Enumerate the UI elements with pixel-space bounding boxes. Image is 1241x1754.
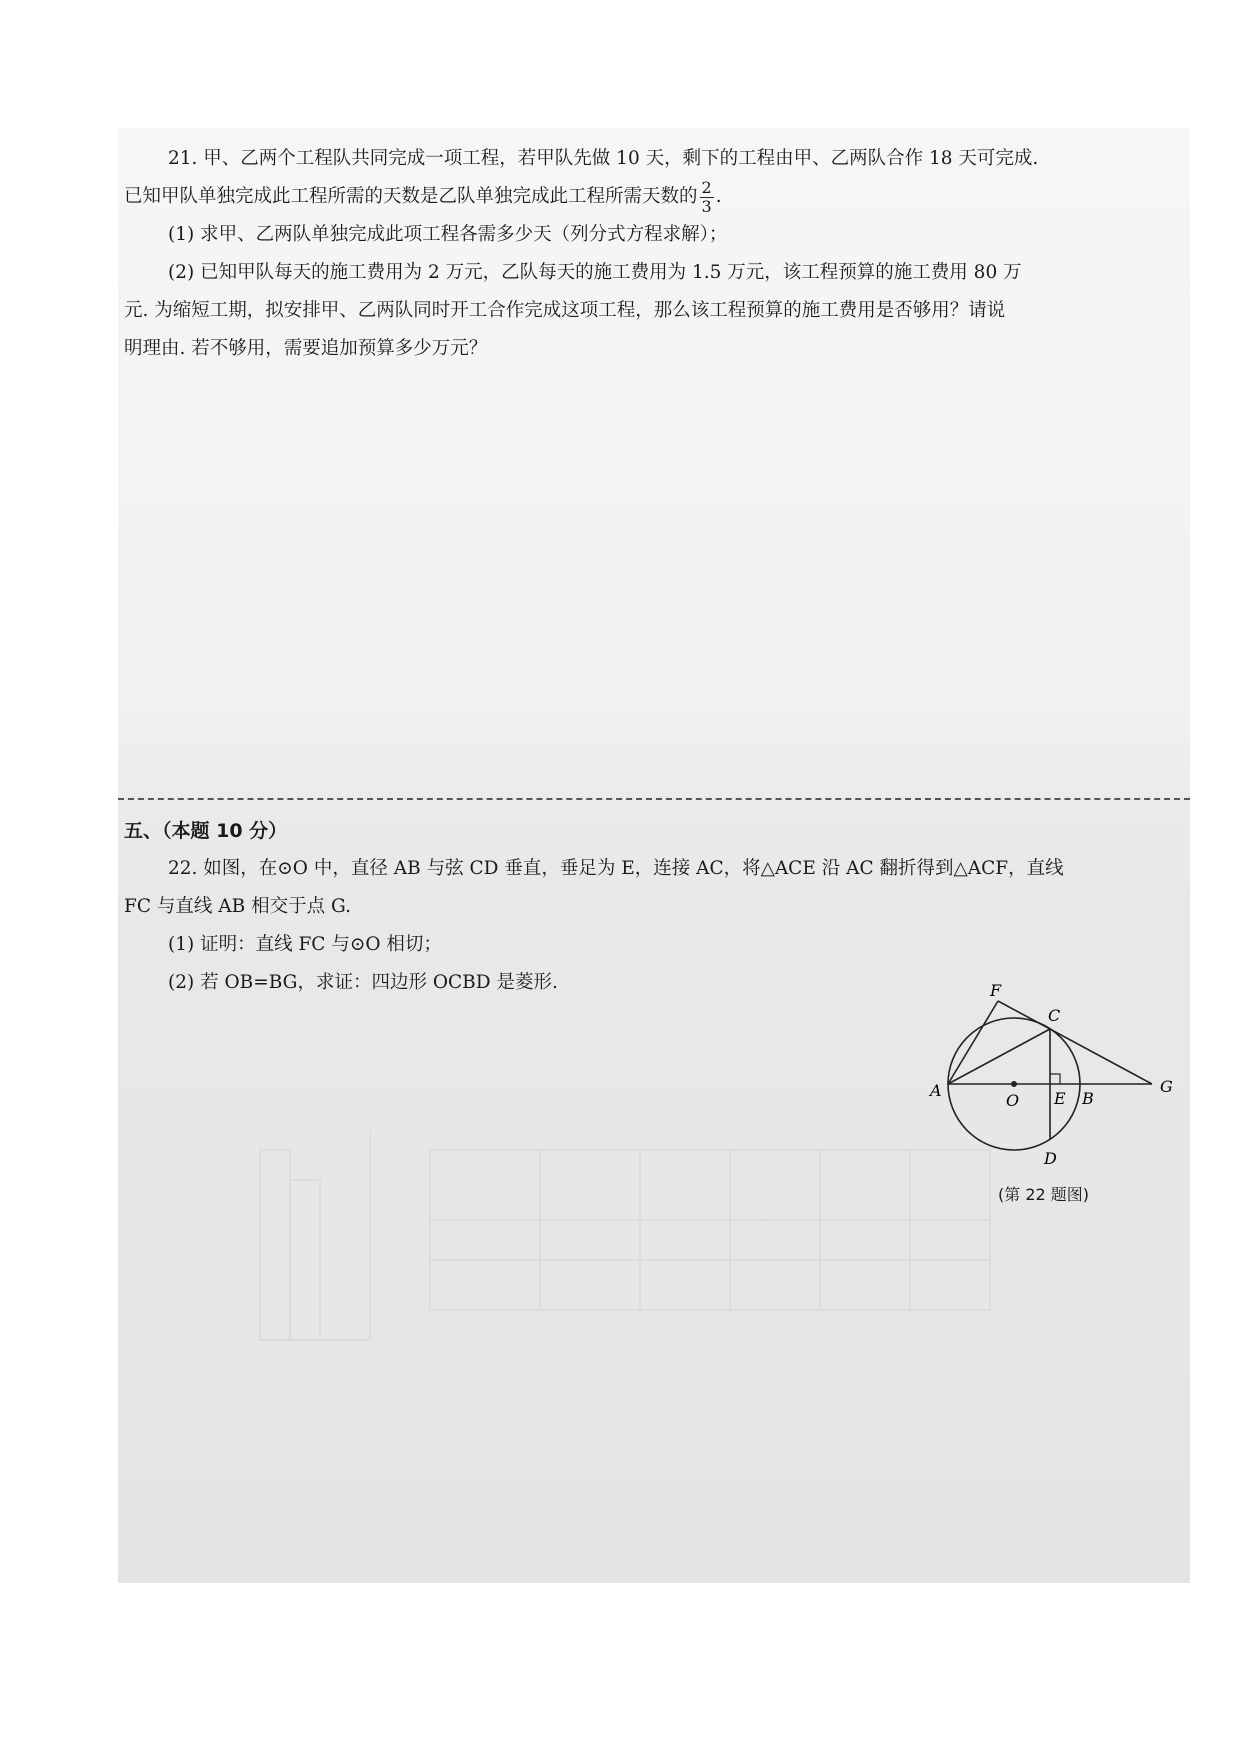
q21-part2-line3: 明理由. 若不够用，需要追加预算多少万元？ xyxy=(124,338,488,359)
segment-ac xyxy=(948,1029,1050,1084)
fraction-numerator: 2 xyxy=(701,177,712,197)
figure-caption: (第 22 题图) xyxy=(998,1185,1090,1204)
q21-stem-line2-text: 已知甲队单独完成此工程所需的天数是乙队单独完成此工程所需天数的 xyxy=(124,186,698,207)
q21-part1: (1) 求甲、乙两队单独完成此项工程各需多少天（列分式方程求解）； xyxy=(168,224,728,245)
right-angle-mark xyxy=(1050,1074,1060,1084)
label-o: O xyxy=(1006,1091,1020,1110)
fraction-two-thirds xyxy=(700,179,714,216)
label-b: B xyxy=(1082,1089,1094,1108)
q22-part1: (1) 证明：直线 FC 与⊙O 相切； xyxy=(168,934,442,955)
q21-stem-end: . xyxy=(715,186,722,207)
q22-part2: (2) 若 OB=BG，求证：四边形 OCBD 是菱形. xyxy=(168,972,558,993)
label-c: C xyxy=(1048,1006,1061,1025)
label-d: D xyxy=(1044,1149,1057,1168)
center-dot xyxy=(1011,1081,1017,1087)
q21-part2-line2: 元. 为缩短工期，拟安排甲、乙两队同时开工合作完成这项工程，那么该工程预算的施工费用是否够用？请说 xyxy=(124,300,1006,321)
q21-part2-line1: (2) 已知甲队每天的施工费用为 2 万元，乙队每天的施工费用为 1.5 万元，该工程预算的施工费用 80 万 xyxy=(168,262,1022,283)
dashed-divider xyxy=(118,798,1190,800)
section-title: 五、（本题 10 分） xyxy=(124,820,288,842)
fraction-denominator: 3 xyxy=(701,196,712,216)
label-g: G xyxy=(1160,1077,1173,1096)
tangent-fg xyxy=(998,1001,1152,1084)
q21-stem-line1: 21. 甲、乙两个工程队共同完成一项工程，若甲队先做 10 天，剩下的工程由甲、乙两队合作 18 天可完成. xyxy=(168,148,1039,169)
label-e: E xyxy=(1054,1089,1066,1108)
question-21 xyxy=(124,140,1184,368)
q22-stem-line1: 22. 如图，在⊙O 中，直径 AB 与弦 CD 垂直，垂足为 E，连接 AC，将△ACE 沿 AC 翻折得到△ACF，直线 xyxy=(168,858,1064,879)
label-f: F xyxy=(990,981,1002,1000)
bleed-through-artifact xyxy=(240,1110,1000,1360)
segment-af xyxy=(948,1001,998,1084)
q21-stem-line2 xyxy=(124,178,1184,216)
label-a: A xyxy=(930,1081,942,1100)
q22-stem-line2: FC 与直线 AB 相交于点 G. xyxy=(124,896,351,917)
